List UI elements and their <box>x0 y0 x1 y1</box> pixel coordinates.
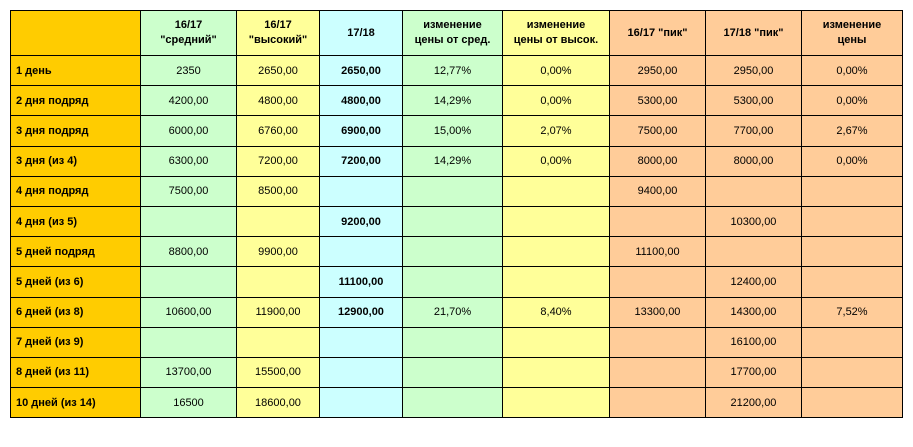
row-label: 1 день <box>11 56 141 86</box>
cell-peak-1617: 11100,00 <box>610 237 706 267</box>
cell-high-1617: 11900,00 <box>237 297 320 327</box>
cell-change-peak: 0,00% <box>802 86 903 116</box>
cell-peak-1617: 2950,00 <box>610 56 706 86</box>
cell-peak-1718: 10300,00 <box>706 206 802 236</box>
cell-change-from-avg <box>403 357 503 387</box>
cell-change-peak <box>802 267 903 297</box>
cell-change-from-avg <box>403 237 503 267</box>
row-label: 4 дня (из 5) <box>11 206 141 236</box>
cell-change-from-avg: 14,29% <box>403 146 503 176</box>
cell-1718: 6900,00 <box>320 116 403 146</box>
cell-change-peak <box>802 237 903 267</box>
row-label: 7 дней (из 9) <box>11 327 141 357</box>
header-corner <box>11 11 141 56</box>
cell-change-from-avg <box>403 206 503 236</box>
cell-peak-1718: 2950,00 <box>706 56 802 86</box>
cell-avg-1617: 10600,00 <box>141 297 237 327</box>
cell-peak-1718: 5300,00 <box>706 86 802 116</box>
cell-change-from-avg: 15,00% <box>403 116 503 146</box>
cell-avg-1617 <box>141 206 237 236</box>
cell-peak-1718: 12400,00 <box>706 267 802 297</box>
cell-change-from-high <box>503 176 610 206</box>
table-row <box>11 267 903 297</box>
cell-change-from-high <box>503 327 610 357</box>
row-label: 10 дней (из 14) <box>11 388 141 418</box>
cell-avg-1617: 16500 <box>141 388 237 418</box>
cell-peak-1617: 5300,00 <box>610 86 706 116</box>
cell-peak-1718: 14300,00 <box>706 297 802 327</box>
cell-change-peak <box>802 388 903 418</box>
header-peak-1718: 17/18 "пик" <box>706 11 802 56</box>
cell-peak-1617: 9400,00 <box>610 176 706 206</box>
cell-avg-1617: 8800,00 <box>141 237 237 267</box>
cell-change-from-avg <box>403 267 503 297</box>
row-label: 2 дня подряд <box>11 86 141 116</box>
cell-change-from-high <box>503 357 610 387</box>
cell-avg-1617: 6300,00 <box>141 146 237 176</box>
cell-high-1617: 2650,00 <box>237 56 320 86</box>
cell-change-from-high <box>503 206 610 236</box>
cell-change-peak: 0,00% <box>802 146 903 176</box>
cell-peak-1617 <box>610 388 706 418</box>
header-change-from-high: изменение цены от высок. <box>503 11 610 56</box>
cell-change-from-high: 8,40% <box>503 297 610 327</box>
cell-peak-1617 <box>610 357 706 387</box>
cell-avg-1617: 4200,00 <box>141 86 237 116</box>
cell-change-from-avg <box>403 388 503 418</box>
cell-change-from-avg: 21,70% <box>403 297 503 327</box>
cell-change-from-avg: 14,29% <box>403 86 503 116</box>
cell-change-from-high: 0,00% <box>503 56 610 86</box>
row-label: 8 дней (из 11) <box>11 357 141 387</box>
cell-1718: 2650,00 <box>320 56 403 86</box>
cell-avg-1617: 13700,00 <box>141 357 237 387</box>
cell-high-1617 <box>237 206 320 236</box>
cell-peak-1718: 8000,00 <box>706 146 802 176</box>
cell-change-from-avg <box>403 176 503 206</box>
header-high-1617: 16/17 "высокий" <box>237 11 320 56</box>
cell-peak-1617 <box>610 267 706 297</box>
table-row <box>11 146 903 176</box>
cell-change-from-high: 0,00% <box>503 146 610 176</box>
table-row <box>11 297 903 327</box>
cell-change-peak <box>802 206 903 236</box>
cell-change-from-high: 0,00% <box>503 86 610 116</box>
cell-1718 <box>320 327 403 357</box>
cell-change-from-high <box>503 237 610 267</box>
cell-change-peak: 0,00% <box>802 56 903 86</box>
cell-1718 <box>320 357 403 387</box>
row-label: 5 дней подряд <box>11 237 141 267</box>
cell-peak-1718 <box>706 176 802 206</box>
cell-peak-1617: 13300,00 <box>610 297 706 327</box>
cell-1718: 11100,00 <box>320 267 403 297</box>
cell-change-from-avg <box>403 327 503 357</box>
cell-change-from-high: 2,07% <box>503 116 610 146</box>
cell-change-peak: 7,52% <box>802 297 903 327</box>
cell-high-1617: 15500,00 <box>237 357 320 387</box>
cell-high-1617: 7200,00 <box>237 146 320 176</box>
table-row <box>11 56 903 86</box>
table-row <box>11 357 903 387</box>
table-row <box>11 237 903 267</box>
cell-peak-1617 <box>610 327 706 357</box>
header-1718: 17/18 <box>320 11 403 56</box>
cell-high-1617 <box>237 327 320 357</box>
cell-peak-1617: 8000,00 <box>610 146 706 176</box>
cell-peak-1617 <box>610 206 706 236</box>
cell-avg-1617 <box>141 327 237 357</box>
cell-high-1617: 18600,00 <box>237 388 320 418</box>
cell-change-peak <box>802 327 903 357</box>
cell-avg-1617 <box>141 267 237 297</box>
table-row <box>11 388 903 418</box>
cell-change-peak <box>802 176 903 206</box>
cell-peak-1718: 16100,00 <box>706 327 802 357</box>
cell-change-from-high <box>503 388 610 418</box>
cell-change-peak: 2,67% <box>802 116 903 146</box>
cell-avg-1617: 7500,00 <box>141 176 237 206</box>
cell-1718: 12900,00 <box>320 297 403 327</box>
table-row <box>11 327 903 357</box>
row-label: 3 дня (из 4) <box>11 146 141 176</box>
row-label: 4 дня подряд <box>11 176 141 206</box>
cell-1718: 4800,00 <box>320 86 403 116</box>
cell-1718 <box>320 176 403 206</box>
cell-change-from-avg: 12,77% <box>403 56 503 86</box>
cell-high-1617: 6760,00 <box>237 116 320 146</box>
table-row <box>11 176 903 206</box>
cell-1718: 7200,00 <box>320 146 403 176</box>
cell-high-1617: 4800,00 <box>237 86 320 116</box>
cell-peak-1718: 17700,00 <box>706 357 802 387</box>
row-label: 3 дня подряд <box>11 116 141 146</box>
cell-1718: 9200,00 <box>320 206 403 236</box>
cell-high-1617: 8500,00 <box>237 176 320 206</box>
cell-peak-1617: 7500,00 <box>610 116 706 146</box>
cell-high-1617: 9900,00 <box>237 237 320 267</box>
cell-peak-1718 <box>706 237 802 267</box>
header-row <box>11 11 903 56</box>
header-avg-1617: 16/17 "средний" <box>141 11 237 56</box>
cell-change-peak <box>802 357 903 387</box>
row-label: 6 дней (из 8) <box>11 297 141 327</box>
header-peak-1617: 16/17 "пик" <box>610 11 706 56</box>
header-change-from-avg: изменение цены от сред. <box>403 11 503 56</box>
cell-avg-1617: 2350 <box>141 56 237 86</box>
cell-1718 <box>320 237 403 267</box>
table-row <box>11 116 903 146</box>
row-label: 5 дней (из 6) <box>11 267 141 297</box>
cell-peak-1718: 21200,00 <box>706 388 802 418</box>
table-row <box>11 86 903 116</box>
cell-peak-1718: 7700,00 <box>706 116 802 146</box>
cell-change-from-high <box>503 267 610 297</box>
header-change-peak: изменение цены <box>802 11 903 56</box>
cell-high-1617 <box>237 267 320 297</box>
price-table <box>10 10 903 418</box>
table-row <box>11 206 903 236</box>
cell-1718 <box>320 388 403 418</box>
cell-avg-1617: 6000,00 <box>141 116 237 146</box>
